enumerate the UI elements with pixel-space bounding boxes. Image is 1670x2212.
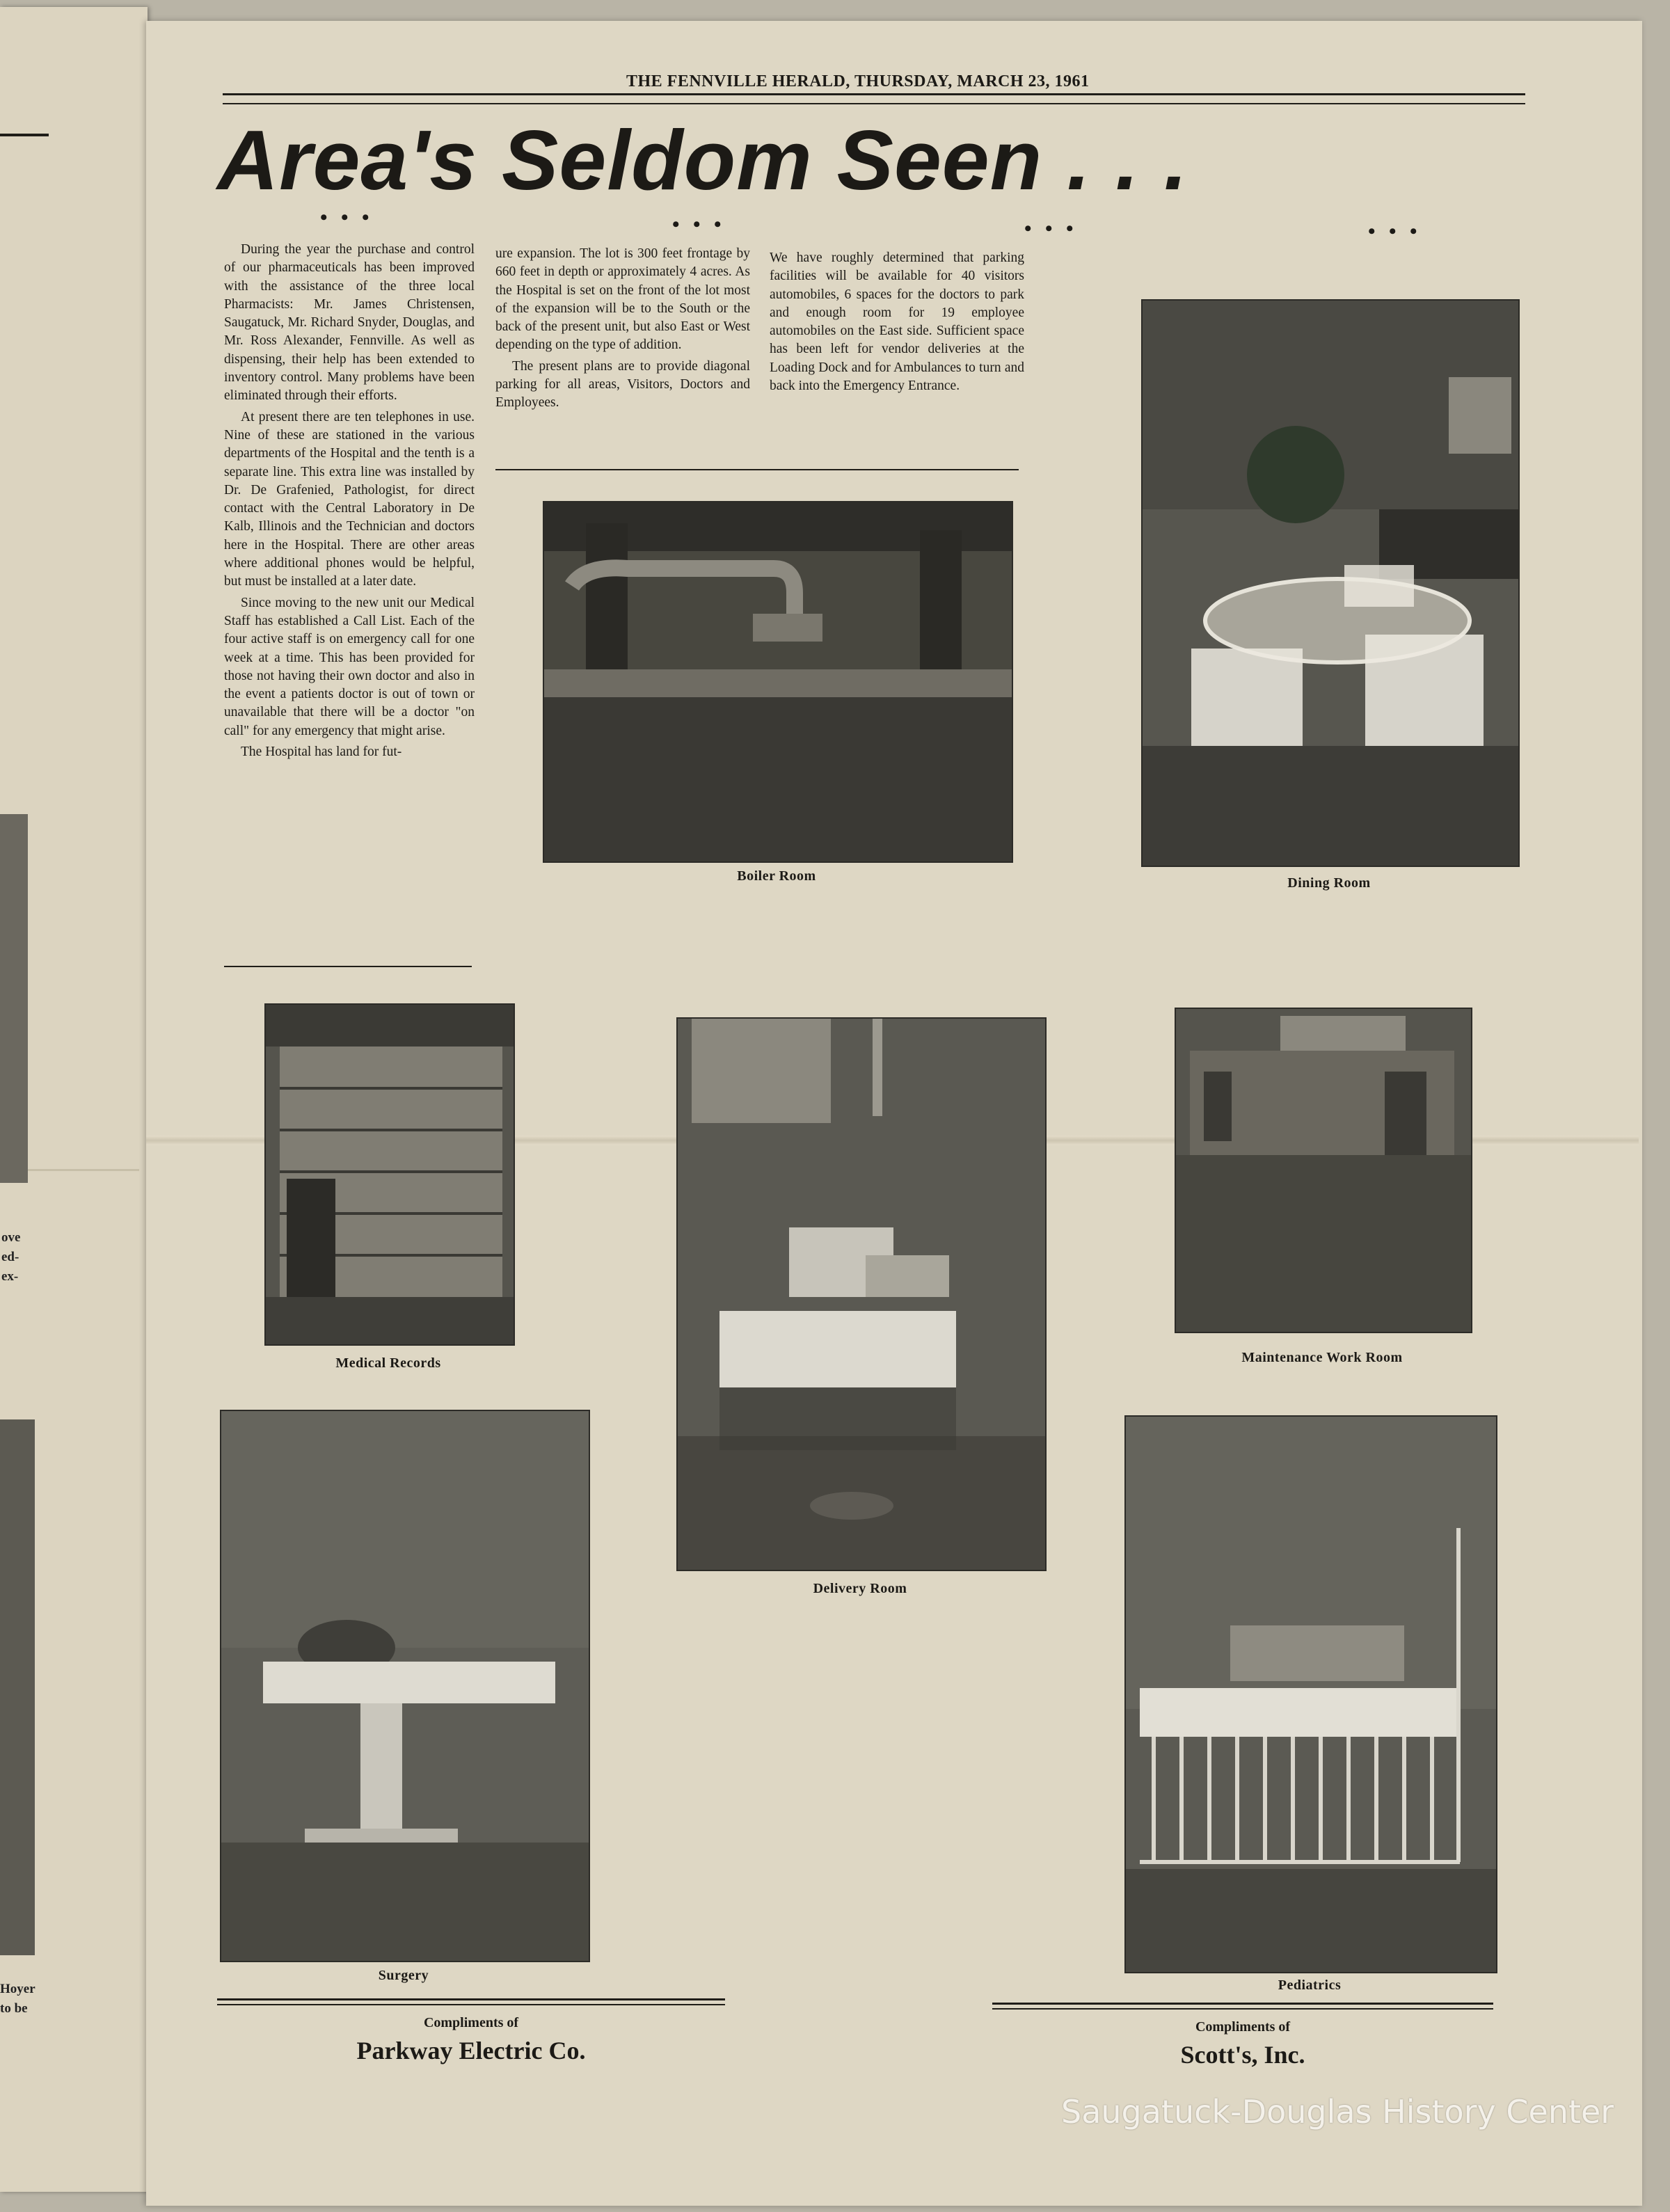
section-dots: • • •: [320, 206, 374, 229]
masthead: THE FENNVILLE HERALD, THURSDAY, MARCH 23, 1961: [626, 72, 1090, 90]
ad-rule: [992, 2008, 1493, 2010]
section-dots: • • •: [1024, 217, 1078, 240]
left-page-text-fragment: to be: [0, 2001, 28, 2016]
left-page-photo-fragment: [0, 814, 28, 1183]
left-page-photo-fragment: [0, 1419, 35, 1955]
headline: Area's Seldom Seen . . .: [217, 113, 1188, 207]
boiler-room-photo: [543, 501, 1013, 863]
ad-rule: [217, 1998, 725, 2000]
maintenance-work-room-photo: [1175, 1008, 1472, 1333]
article-paragraph: The present plans are to provide diagonal parking for all areas, Visitors, Doctors and Employees.: [495, 358, 750, 411]
column-end-rule: [224, 966, 472, 967]
medical-records-caption: Medical Records: [335, 1355, 441, 1371]
left-page-text-fragment: ed-: [1, 1250, 19, 1264]
boiler-room-caption: Boiler Room: [737, 868, 816, 884]
ad-sponsor-parkway-electric: Parkway Electric Co.: [356, 2037, 586, 2064]
article-paragraph: The Hospital has land for fut-: [241, 745, 402, 760]
article-paragraph: We have roughly determined that parking facilities will be available for 40 visitors automobiles, 6 spaces for the doctors to park and enough room for 19 employee automobiles on the East side. Sufficient space has been left for vendor deliveries at the Loading Dock and for Ambulances to turn and back into the Emergency Entrance.: [770, 250, 1024, 394]
left-page-text-fragment: ex-: [1, 1269, 19, 1284]
dining-room-caption: Dining Room: [1287, 875, 1371, 891]
article-column-1: [224, 241, 475, 764]
left-page-text-fragment: ove: [1, 1230, 21, 1245]
section-dots: • • •: [1368, 220, 1422, 243]
pediatrics-photo: [1124, 1415, 1497, 1973]
dining-room-photo: [1141, 299, 1520, 867]
pediatrics-caption: Pediatrics: [1278, 1978, 1342, 1993]
ad-rule: [217, 2004, 725, 2005]
delivery-room-caption: Delivery Room: [813, 1581, 907, 1596]
masthead-rule: [223, 103, 1525, 104]
ad-compliments-label: Compliments of: [1195, 2019, 1291, 2035]
delivery-room-photo: [676, 1017, 1047, 1571]
history-center-watermark: Saugatuck-Douglas History Center: [1061, 2093, 1614, 2131]
article-column-3: [770, 249, 1024, 398]
maintenance-work-room-caption: Maintenance Work Room: [1241, 1350, 1403, 1365]
masthead-rule: [223, 93, 1525, 95]
article-paragraph: Since moving to the new unit our Medical Staff has established a Call List. Each of the four active staff is on emergency call for one week at a time. This has been provided for those not having their own doctor and also in the event a patients doctor is out of town or unavailable that there will be a doctor "on call" for any emergency that might arise.: [224, 595, 475, 738]
column-end-rule: [495, 469, 1019, 470]
surgery-caption: Surgery: [378, 1968, 429, 1983]
section-dots: • • •: [672, 213, 726, 236]
left-page-text-fragment: Hoyer: [0, 1982, 35, 1996]
article-paragraph: During the year the purchase and control of our pharmaceuticals has been improved with the assistance of the three local Pharmacists: Mr. James Christensen, Saugatuck, Mr. Richard Snyder, Douglas, and Mr. Ross Alexander, Fennville. As well as dispensing, their help has been extended to inventory control. Many problems have been eliminated through their efforts.: [224, 242, 475, 404]
article-paragraph: At present there are ten telephones in use. Nine of these are stationed in the various departments of the Hospital and the tenth is a separate line. This extra line was installed by Dr. De Grafenied, Pathologist, for direct contact with the Central Laboratory in De Kalb, Illinois and the Technician and doctors here in the Hospital. There are other areas where additional phones would be helpful, but must be installed at a later date.: [224, 409, 475, 589]
ad-rule: [992, 2003, 1493, 2005]
article-column-2: [495, 245, 750, 415]
ad-sponsor-scotts-inc: Scott's, Inc.: [1180, 2041, 1305, 2069]
article-paragraph: ure expansion. The lot is 300 feet frontage by 660 feet in depth or approximately 4 acres. As the Hospital is set on the front of the lot most of the expansion will be to the South or the back of the present unit, but also East or West depending on the type of addition.: [495, 246, 750, 353]
ad-compliments-label: Compliments of: [423, 2015, 519, 2030]
surgery-photo: [220, 1410, 590, 1962]
left-page-rule: [0, 134, 49, 136]
medical-records-photo: [264, 1003, 515, 1346]
